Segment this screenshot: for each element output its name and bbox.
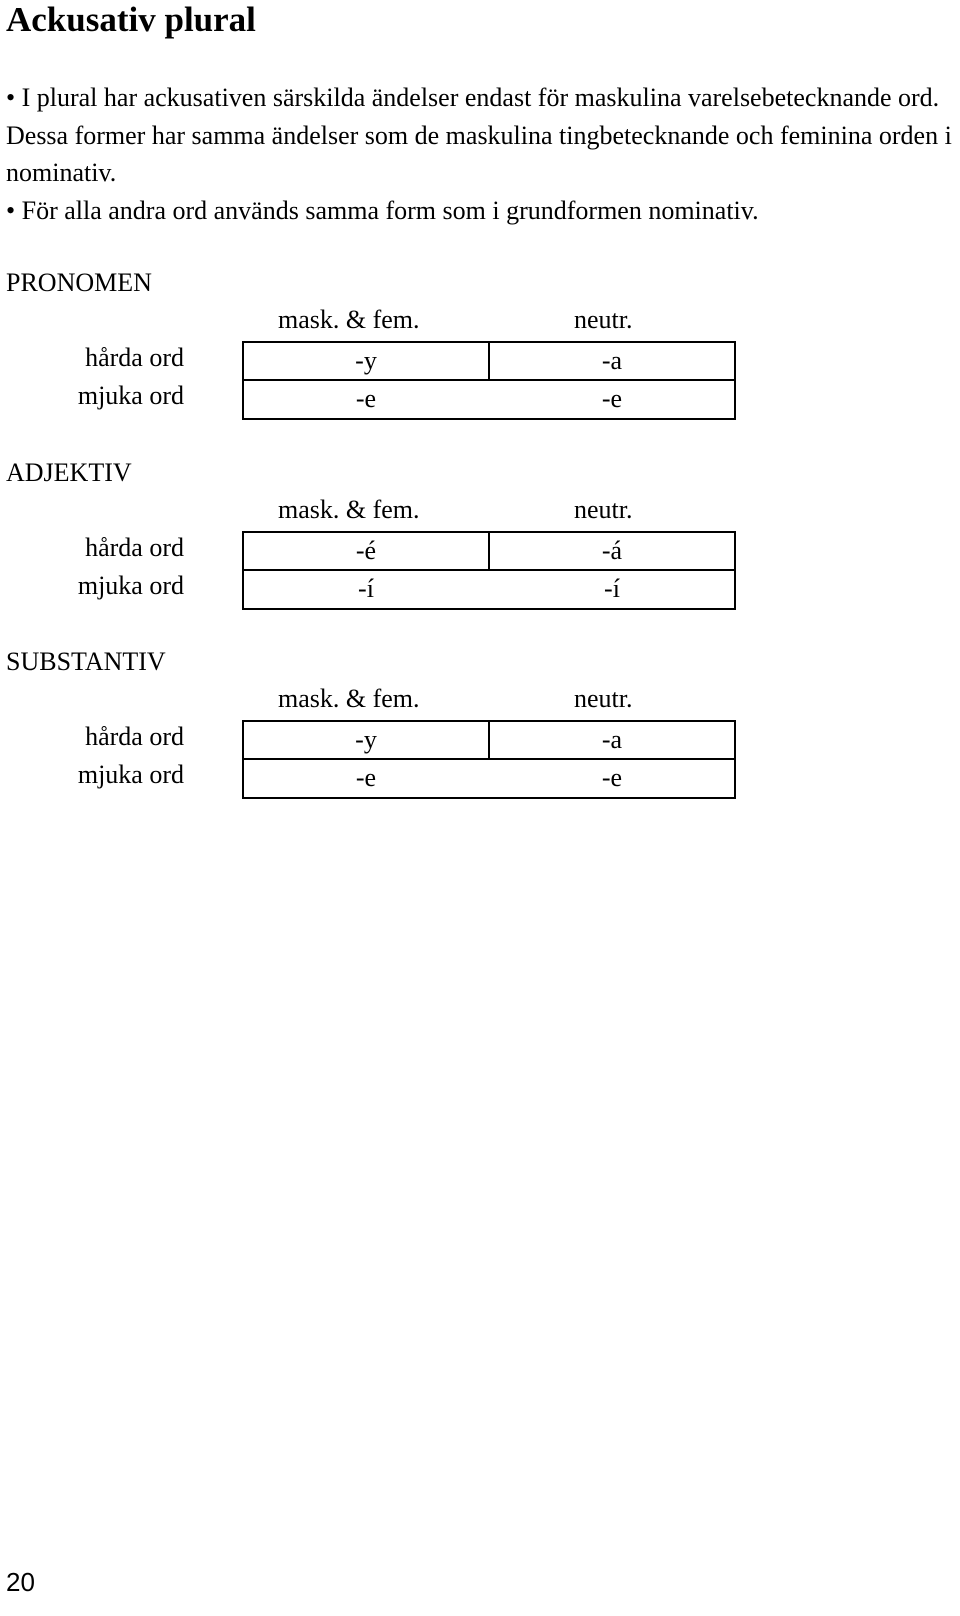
- row-label-mjuka-ord: mjuka ord: [77, 381, 184, 410]
- section-label: SUBSTANTIV: [6, 647, 166, 676]
- table-divider: [244, 379, 734, 381]
- bullet-paragraph-1: • I plural har ackusativen särskilda ändelser endast för maskulina varelsebetecknande ord. Dessa former har samma ändelser som de maskulina tingbetecknande och feminina orden i nominativ.: [6, 83, 952, 187]
- table-cell: -í: [604, 574, 620, 603]
- bullet-paragraph-2: • För alla andra ord används samma form som i grundformen nominativ.: [6, 196, 759, 225]
- row-label-harda-ord: hårda ord: [85, 533, 184, 562]
- table-divider: [244, 758, 734, 760]
- row-label-mjuka-ord: mjuka ord: [77, 760, 184, 789]
- table-cell: -e: [601, 384, 623, 413]
- table-cell: -e: [355, 384, 377, 413]
- ending-table: [242, 531, 736, 610]
- table-cell: -e: [601, 763, 623, 792]
- section-label: ADJEKTIV: [6, 458, 132, 487]
- column-header-mask-fem: mask. & fem.: [278, 495, 420, 524]
- row-label-harda-ord: hårda ord: [85, 722, 184, 751]
- table-cell: -y: [355, 725, 377, 754]
- table-cell: -í: [358, 574, 374, 603]
- ending-table: [242, 720, 736, 799]
- column-header-neutr: neutr.: [574, 305, 633, 334]
- column-header-neutr: neutr.: [574, 495, 633, 524]
- section-label: PRONOMEN: [6, 268, 152, 297]
- section-pronomen: [0, 267, 960, 427]
- section-adjektiv: [0, 457, 960, 617]
- page-number: 20: [6, 1567, 35, 1597]
- column-header-neutr: neutr.: [574, 684, 633, 713]
- ending-table: [242, 341, 736, 420]
- column-header-mask-fem: mask. & fem.: [278, 305, 420, 334]
- table-cell: -é: [355, 536, 377, 565]
- table-cell: -a: [601, 346, 623, 375]
- table-cell: -a: [601, 725, 623, 754]
- row-label-mjuka-ord: mjuka ord: [77, 571, 184, 600]
- page-title: Ackusativ plural: [6, 0, 256, 39]
- section-substantiv: [0, 646, 960, 806]
- column-header-mask-fem: mask. & fem.: [278, 684, 420, 713]
- table-cell: -y: [355, 346, 377, 375]
- table-cell: -á: [601, 536, 623, 565]
- table-cell: -e: [355, 763, 377, 792]
- row-label-harda-ord: hårda ord: [85, 343, 184, 372]
- table-divider: [244, 569, 734, 571]
